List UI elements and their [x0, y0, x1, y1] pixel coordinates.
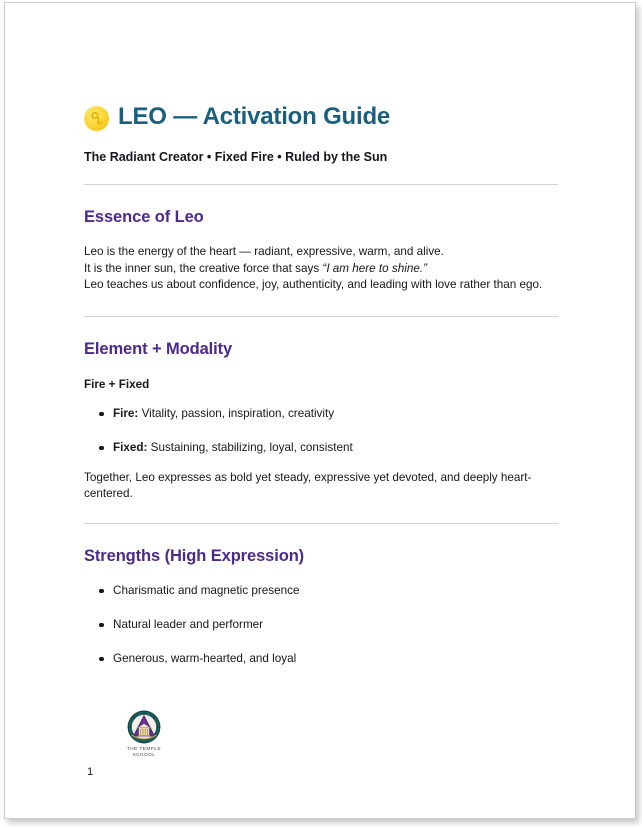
page-number: 1 — [87, 766, 94, 778]
temple-school-logo — [127, 710, 161, 744]
brand-name-line-2: SCHOOL — [132, 752, 156, 758]
section-heading-element-modality: Element + Modality — [84, 339, 233, 358]
brand-block — [112, 710, 176, 758]
list-item-desc: Sustaining, stabilizing, loyal, consistent — [147, 440, 353, 454]
essence-quote: “I am here to shine.” — [322, 261, 428, 275]
divider — [84, 523, 558, 524]
strengths-list — [84, 583, 558, 667]
list-item-desc: Vitality, passion, inspiration, creativity — [138, 406, 335, 420]
title-row — [84, 103, 558, 131]
essence-line-1: Leo is the energy of the heart — radiant, expressive, warm, and alive. — [84, 245, 444, 258]
list-item: Generous, warm-hearted, and loyal — [113, 651, 558, 667]
section-heading-essence: Essence of Leo — [84, 208, 204, 226]
page-sheet — [4, 2, 636, 819]
divider — [84, 316, 558, 317]
essence-line-2-prefix: It is the inner sun, the creative force that says — [84, 261, 323, 275]
essence-paragraph — [84, 244, 558, 294]
section-heading-strengths: Strengths (High Expression) — [84, 546, 305, 565]
element-modality-closing: Together, Leo expresses as bold yet steady, expressive yet devoted, and deeply heart-centered. — [84, 470, 532, 501]
list-item-term: Fire: — [113, 406, 139, 420]
list-item — [113, 440, 558, 456]
page-footer — [84, 710, 558, 790]
list-item-term: Fixed: — [113, 440, 148, 454]
element-modality-lead: Fire + Fixed — [84, 377, 150, 391]
divider — [84, 184, 558, 185]
list-item: Natural leader and performer — [113, 617, 558, 633]
list-item: Charismatic and magnetic presence — [113, 583, 558, 599]
brand-name — [112, 746, 176, 758]
page-title: LEO — Activation Guide — [118, 103, 391, 130]
essence-line-3: Leo teaches us about confidence, joy, authenticity, and leading with love rather than ego. — [84, 278, 543, 292]
leo-zodiac-icon — [84, 106, 109, 131]
document-content — [84, 103, 558, 667]
list-item — [113, 406, 558, 422]
document-subtitle: The Radiant Creator • Fixed Fire • Ruled by the Sun — [84, 150, 388, 164]
element-modality-list — [84, 406, 558, 456]
brand-name-line-1: THE TEMPLE — [126, 746, 162, 751]
